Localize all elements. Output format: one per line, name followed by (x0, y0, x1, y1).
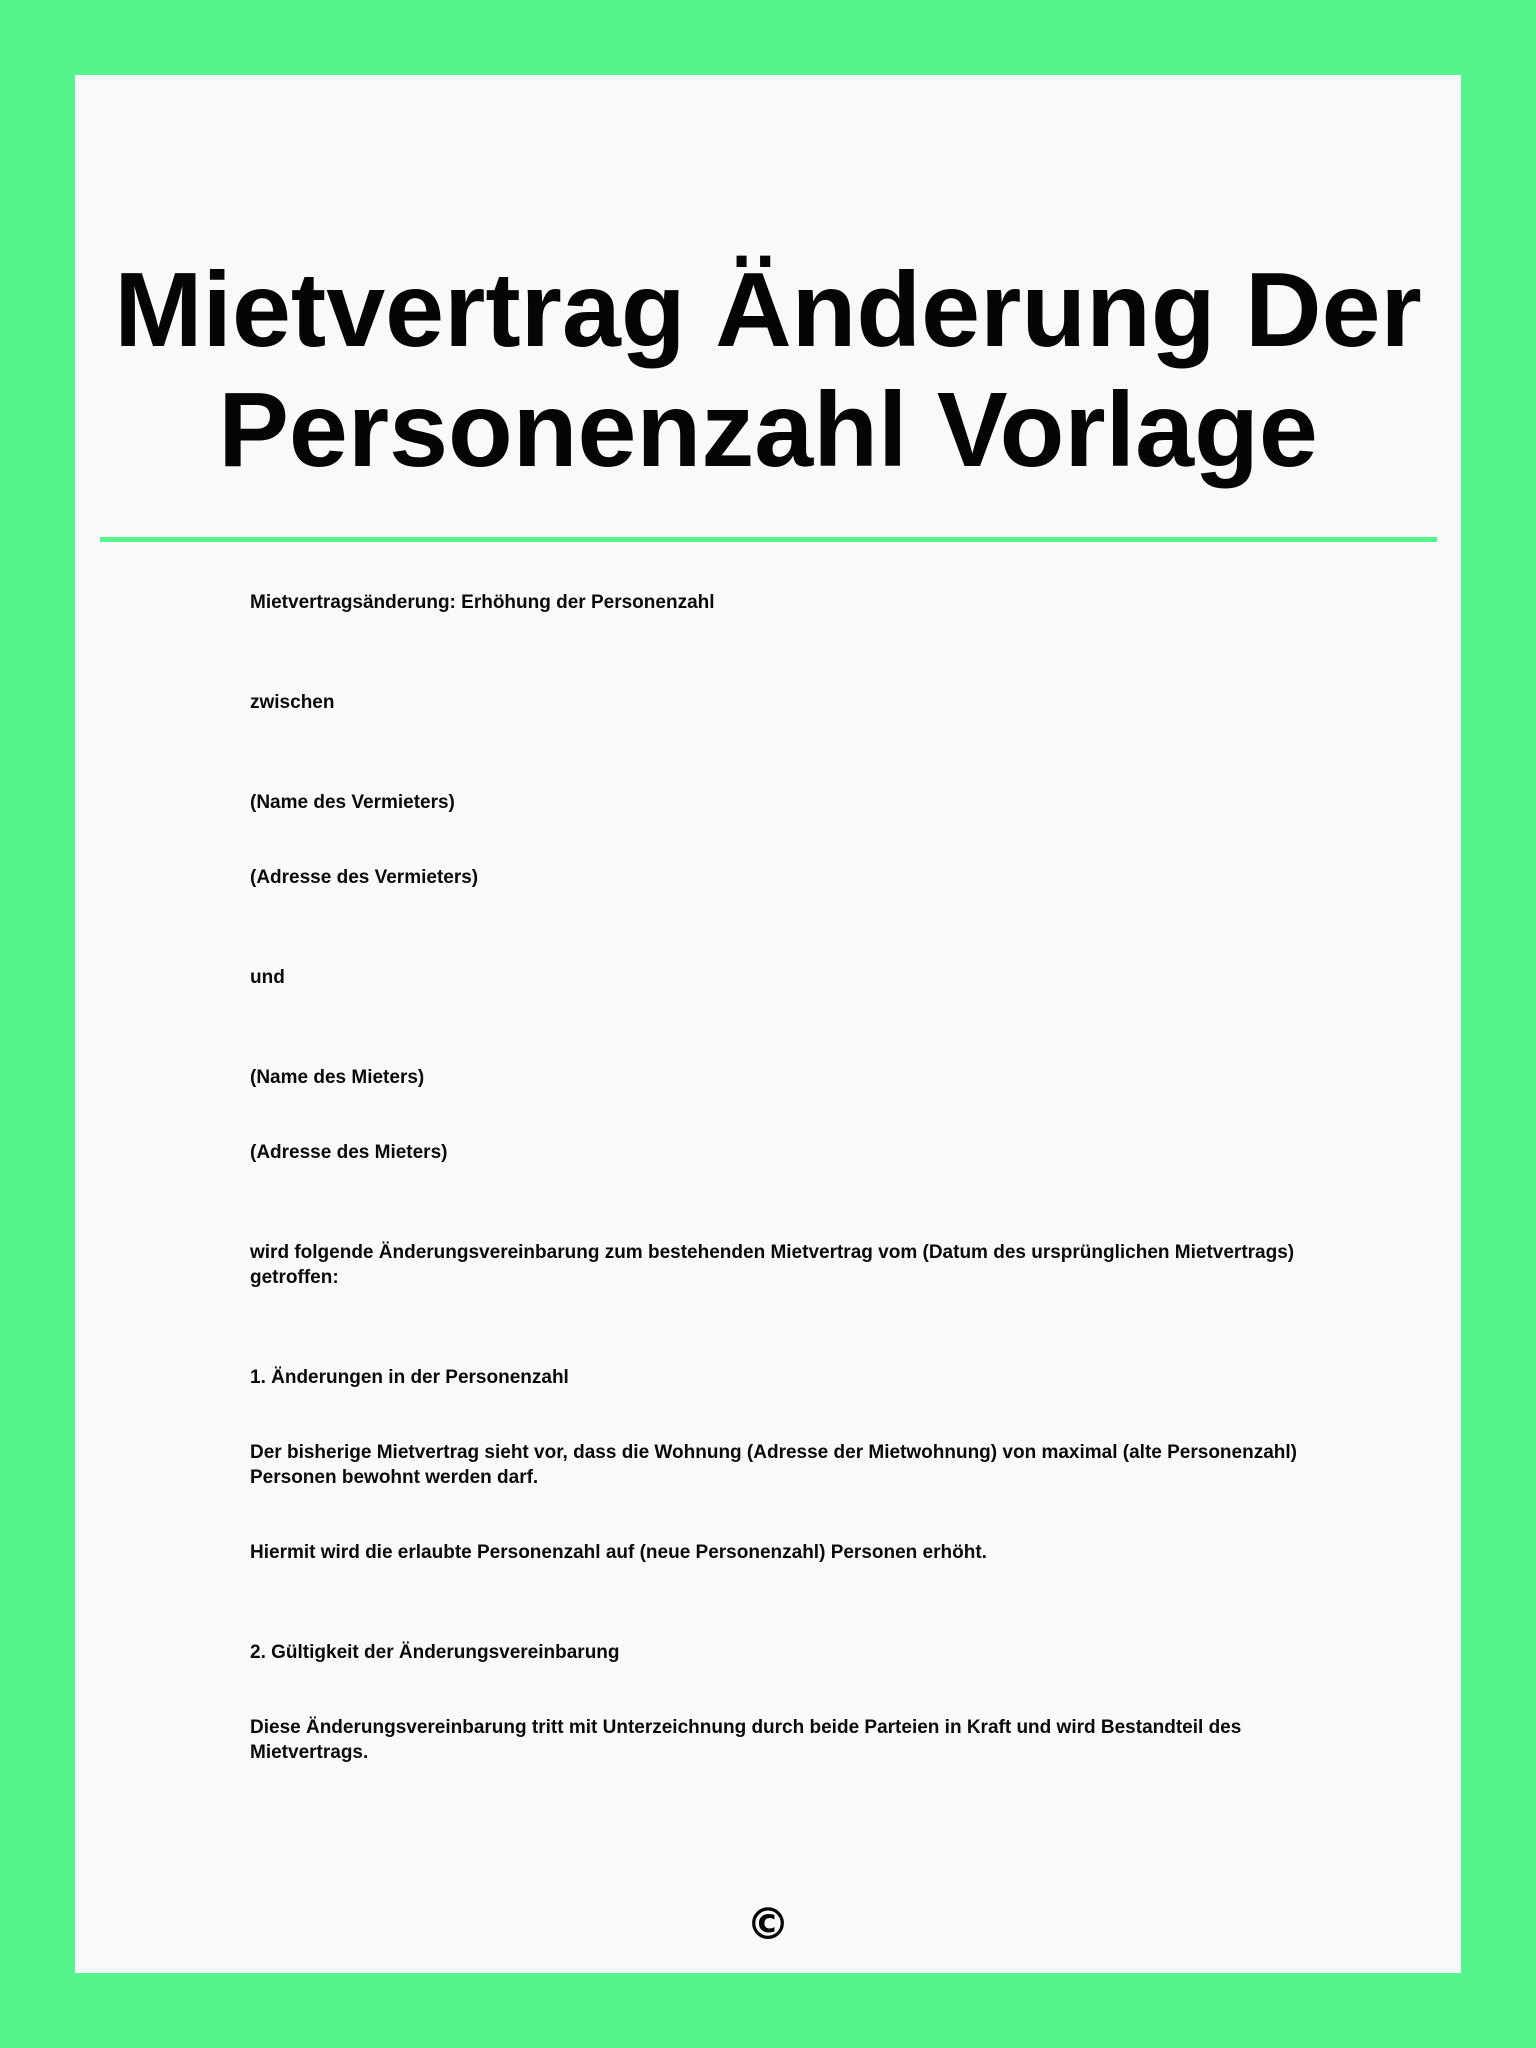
landlord-name: (Name des Vermieters) (250, 792, 455, 813)
tenant-address: (Adresse des Mieters) (250, 1142, 448, 1163)
copyright-icon: © (746, 1899, 790, 1950)
contract-heading: Mietvertragsänderung: Erhöhung der Personenzahl (250, 592, 715, 613)
title-line-2: Personenzahl Vorlage (218, 371, 1318, 489)
section-2-paragraph: Diese Änderungsvereinbarung tritt mit Unterzeichnung durch beide Parteien in Kraft und wird Bestandteil des Mietvertrags. (250, 1717, 1242, 1763)
title-divider (100, 537, 1437, 542)
tenant-name: (Name des Mieters) (250, 1067, 425, 1088)
title-line-1: Mietvertrag Änderung Der (114, 251, 1422, 369)
section-1-paragraph-1: Der bisherige Mietvertrag sieht vor, dass die Wohnung (Adresse der Mietwohnung) von maximal (alte Personenzahl) Personen bewohnt werden darf. (250, 1442, 1297, 1488)
document-page (75, 75, 1461, 1973)
landlord-address: (Adresse des Vermieters) (250, 867, 479, 888)
section-1-heading: 1. Änderungen in der Personenzahl (250, 1367, 569, 1388)
intro-paragraph: wird folgende Änderungsvereinbarung zum bestehenden Mietvertrag vom (Datum des ursprünglichen Mietvertrags) getroffen: (250, 1242, 1295, 1288)
document-title (75, 250, 1461, 490)
section-2-heading: 2. Gültigkeit der Änderungsvereinbarung (250, 1642, 620, 1663)
between-label: zwischen (250, 692, 335, 713)
section-1-paragraph-2: Hiermit wird die erlaubte Personenzahl auf (neue Personenzahl) Personen erhöht. (250, 1542, 987, 1563)
and-label: und (250, 967, 285, 988)
